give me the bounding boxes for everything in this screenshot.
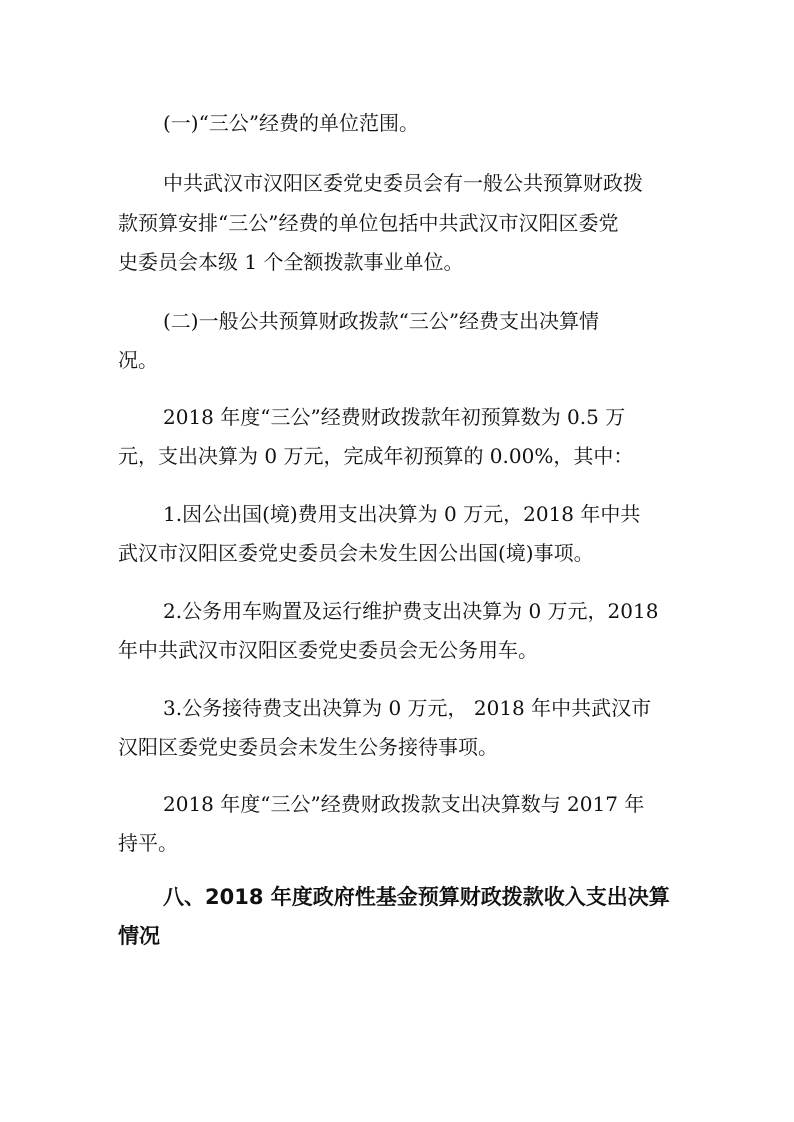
- subsection-heading-2-cont: 况。: [118, 348, 158, 372]
- paragraph-line: 元，支出决算为 0 万元，完成年初预算的 0.00%，其中：: [118, 444, 634, 468]
- list-item-1-cont: 武汉市汉阳区委党史委员会未发生因公出国(境)事项。: [118, 541, 594, 565]
- subsection-heading-2: (二)一般公共预算财政拨款“三公”经费支出决算情: [163, 309, 600, 333]
- list-item-2-cont: 年中共武汉市汉阳区委党史委员会无公务用车。: [118, 638, 538, 662]
- paragraph-line: 2018 年度“三公”经费财政拨款年初预算数为 0.5 万: [163, 405, 626, 429]
- list-item-1: 1.因公出国(境)费用支出决算为 0 万元，2018 年中共: [163, 502, 641, 526]
- list-item-3-cont: 汉阳区委党史委员会未发生公务接待事项。: [118, 735, 498, 759]
- paragraph-line: 史委员会本级 1 个全额拨款事业单位。: [118, 250, 464, 274]
- list-item-2: 2.公务用车购置及运行维护费支出决算为 0 万元，2018: [163, 599, 659, 623]
- section-heading-8: 八、2018 年度政府性基金预算财政拨款收入支出决算: [163, 885, 670, 909]
- paragraph-line: 中共武汉市汉阳区委党史委员会有一般公共预算财政拨: [163, 171, 643, 195]
- paragraph-line: 款预算安排“三公”经费的单位包括中共武汉市汉阳区委党: [118, 211, 619, 235]
- paragraph-line: 2018 年度“三公”经费财政拨款支出决算数与 2017 年: [163, 792, 645, 816]
- list-item-3: 3.公务接待费支出决算为 0 万元， 2018 年中共武汉市: [163, 696, 652, 720]
- subsection-heading-1: (一)“三公”经费的单位范围。: [163, 111, 420, 135]
- section-heading-8-cont: 情况: [118, 924, 160, 948]
- paragraph-line: 持平。: [118, 831, 178, 855]
